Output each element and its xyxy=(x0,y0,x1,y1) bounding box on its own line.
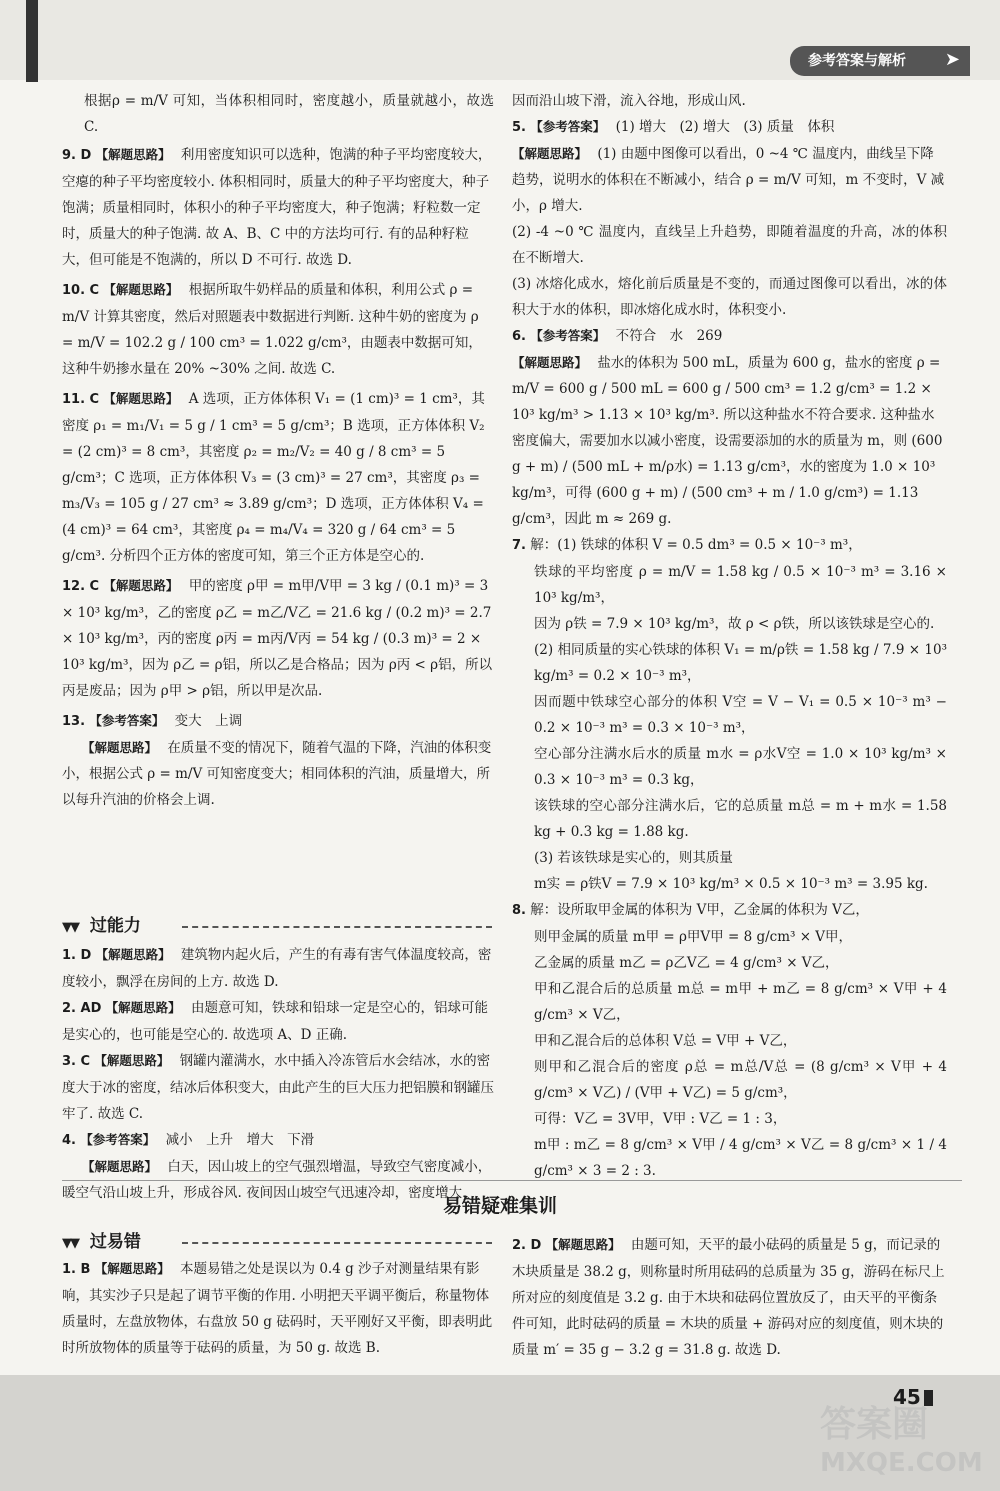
solution-line: 乙金属的质量 m乙 = ρ乙V乙 = 4 g/cm³ × V乙， xyxy=(534,955,839,971)
answer-number: 1. D xyxy=(62,948,92,963)
solution-tag: 【解题思路】 xyxy=(105,1000,181,1015)
solution-tag: 【解题思路】 xyxy=(82,1159,158,1174)
answer-10 xyxy=(62,277,494,382)
section-divider xyxy=(62,1180,962,1181)
answer-8-tail: 根据ρ = m/V 可知，当体积相同时，密度越小，质量就越小，故选 C. xyxy=(84,93,494,135)
solution-tag: 【解题思路】 xyxy=(103,391,179,406)
solution-line: (2) 相同质量的实心铁球的体积 V₁ = m/ρ铁 = 1.58 kg / 7.9 × 10³ kg/m³ = 0.2 × 10⁻³ m³， xyxy=(534,642,947,684)
reference-answer-tag: 【参考答案】 xyxy=(530,328,606,343)
answer-12 xyxy=(62,573,494,704)
header-section-tag xyxy=(790,46,970,76)
section-rule xyxy=(182,926,492,928)
solution-line: 因而题中铁球空心部分的体积 V空 = V − V₁ = 0.5 × 10⁻³ m³ − 0.2 × 10⁻³ m³ = 0.3 × 10⁻³ m³， xyxy=(534,694,947,736)
answer-number: 9. D xyxy=(62,148,92,163)
rocket-icon: ➤ xyxy=(944,49,960,70)
left-column-ability xyxy=(62,942,494,1206)
answer-4-tail: 因而沿山坡下滑，流入谷地，形成山风. xyxy=(512,93,746,109)
right-column xyxy=(512,88,947,1184)
answer-text: 建筑物内起火后，产生的有毒有害气体温度较高，密度较小，飘浮在房间的上方. 故选 D. xyxy=(62,947,492,990)
solution-line: 可得：V乙 = 3V甲，V甲 : V乙 = 1 : 3， xyxy=(534,1111,787,1127)
answer-text: 根据所取牛奶样品的质量和体积，利用公式 ρ = m/V 计算其密度，然后对照题表中数据进行判断. 这种牛奶的密度为 ρ = m/V = 102.2 g / 100 cm³ = 1.022 g/cm³，由题表中数据可知，这种牛奶掺水量在 20% ~30% 之间. 故选 C. xyxy=(62,282,482,377)
answer-text: 盐水的体积为 500 mL，质量为 600 g，盐水的密度 ρ = m/V = 600 g / 500 mL = 600 g / 500 cm³ = 1.2 g/cm³ = 1.2 × 10³ kg/m³ > 1.13 × 10³ kg/m³. 所以这种盐水不符合要求. 这种盐水密度偏大，需要加水以减小密度，设需要添加的水的质量为 m，则 (600 g + m) / (500 mL + m/ρ水) = 1.13 g/cm³，水的密度为 1.0 × 10³ kg/m³，可得 (600 g + m) / (500 cm³ + m / 1.0 g/cm³) = 1.13 g/cm³，因此 m ≈ 269 g. xyxy=(512,355,943,527)
solution-line: 则甲金属的质量 m甲 = ρ甲V甲 = 8 g/cm³ × V甲， xyxy=(534,929,853,945)
solution-line: 因为 ρ铁 = 7.9 × 10³ kg/m³，故 ρ < ρ铁，所以该铁球是空心的. xyxy=(534,616,935,632)
reference-answer: 不符合 水 269 xyxy=(615,328,723,344)
answer-9 xyxy=(62,142,494,273)
left-column xyxy=(62,88,494,813)
reference-answer-tag: 【参考答案】 xyxy=(530,119,606,134)
ability-answer-7 xyxy=(512,532,947,559)
answer-text: (1) 由题中图像可以看出，0 ~4 ℃ 温度内，曲线呈下降趋势，说明水的体积在不断减小，结合 ρ = m/V 可知，m 不变时，V 减小，ρ 增大. xyxy=(512,146,945,214)
ability-answer-1 xyxy=(62,942,494,995)
reference-answer: (1) 增大 (2) 增大 (3) 质量 体积 xyxy=(615,119,835,135)
answer-13 xyxy=(62,708,494,813)
solution-tag: 【解题思路】 xyxy=(95,147,171,162)
mistake-answer-2 xyxy=(512,1232,947,1363)
answer-number: 10. C xyxy=(62,283,100,298)
solution-line: 甲和乙混合后的总体积 V总 = V甲 + V乙， xyxy=(534,1033,797,1049)
solution-line: 则甲和乙混合后的密度 ρ总 = m总/V总 = (8 g/cm³ × V甲 + 4 g/cm³ × V乙) / (V甲 + V乙) = 5 g/cm³， xyxy=(534,1059,947,1101)
answer-5-part-3: (3) 冰熔化成水，熔化前后质量是不变的，而通过图像可以看出，冰的体积大于水的体积，即冰熔化成水时，体积变小. xyxy=(512,276,947,318)
answer-text: 由题意可知，铁球和铅球一定是空心的，铝球可能是实心的，也可能是空心的. 故选项 A、D 正确. xyxy=(62,1000,488,1043)
solution-line: m甲 : m乙 = 8 g/cm³ × V甲 / 4 g/cm³ × V乙 = 8 g/cm³ × 1 / 4 g/cm³ × 3 = 2 : 3. xyxy=(534,1137,947,1179)
solution-tag: 【解题思路】 xyxy=(95,947,171,962)
section-title: 过易错 xyxy=(89,1232,141,1252)
solution-tag: 【解题思路】 xyxy=(94,1053,170,1068)
solution-line: 解：(1) 铁球的体积 V = 0.5 dm³ = 0.5 × 10⁻³ m³， xyxy=(530,537,862,553)
answer-number: 3. C xyxy=(62,1054,91,1069)
solution-tag: 【解题思路】 xyxy=(82,740,158,755)
answer-text: 钢罐内灌满水，水中插入冷冻管后水会结冰，水的密度大于冰的密度，结冰后体积变大，由此产生的巨大压力把铝膜和钢罐压牢了. 故选 C. xyxy=(62,1053,494,1122)
answer-number: 4. xyxy=(62,1133,76,1148)
ability-answer-8 xyxy=(512,897,947,924)
answer-number: 2. AD xyxy=(62,1001,102,1016)
ability-answer-3 xyxy=(62,1048,494,1127)
answer-number: 13. xyxy=(62,714,86,729)
section-heading-mistakes xyxy=(62,1230,492,1254)
solution-line: m实 = ρ铁V = 7.9 × 10³ kg/m³ × 0.5 × 10⁻³ m³ = 3.95 kg. xyxy=(534,876,928,892)
reference-answer: 变大 上调 xyxy=(174,713,243,729)
answer-text: 白天，因山坡上的空气强烈增温，导致空气密度减小，暖空气沿山坡上升，形成谷风. 夜间因山坡空气迅速冷却，密度增大， xyxy=(62,1159,492,1201)
answer-5-part-2: (2) -4 ~0 ℃ 温度内，直线呈上升趋势，即随着温度的升高，冰的体积在不断增大. xyxy=(512,224,947,266)
section-title: 过能力 xyxy=(89,916,141,936)
answer-number: 12. C xyxy=(62,579,100,594)
watermark-logo: 答案圈 xyxy=(820,1404,929,1445)
section-heading-ability xyxy=(62,914,492,938)
solution-tag: 【解题思路】 xyxy=(103,282,179,297)
answer-text: 利用密度知识可以选种，饱满的种子平均密度较大，空瘪的种子平均密度较小. 体积相同时，质量大的种子平均密度大，种子饱满；质量相同时，体积小的种子平均密度大，种子饱满；籽粒数一定时，质量大的种子饱满. 故 A、B、C 中的方法均可行. 有的品种籽粒大，但可能是不饱满的，所以 D 不可行. 故选 D. xyxy=(62,147,492,268)
solution-tag: 【解题思路】 xyxy=(512,355,588,370)
answer-text: 甲的密度 ρ甲 = m甲/V甲 = 3 kg / (0.1 m)³ = 3 × 10³ kg/m³，乙的密度 ρ乙 = m乙/V乙 = 21.6 kg / (0.2 m)³ = 2.7 × 10³ kg/m³，丙的密度 ρ丙 = m丙/V丙 = 54 kg / (0.3 m)³ = 2 × 10³ kg/m³，因为 ρ乙 = ρ铝，所以乙是合格品；因为 ρ丙 < ρ铝，所以丙是废品；因为 ρ甲 > ρ铝，所以甲是次品. xyxy=(62,578,493,699)
reference-answer-tag: 【参考答案】 xyxy=(80,1132,156,1147)
answer-11 xyxy=(62,386,494,569)
solution-line: 该铁球的空心部分注满水后，它的总质量 m总 = m + m水 = 1.58 kg + 0.3 kg = 1.88 kg. xyxy=(534,798,947,840)
ability-answer-2 xyxy=(62,995,494,1048)
answer-text: 由题可知，天平的最小砝码的质量是 5 g，而记录的木块质量是 38.2 g，则称量时所用砝码的总质量为 35 g，游码在标尺上所对应的刻度值是 3.2 g. 由于木块和砝码位置放反了，由天平的平衡条件可知，此时砝码的质量 = 木块的质量 + 游码对应的刻度值，则木块的质量 m′ = 35 g − 3.2 g = 31.8 g. 故选 D. xyxy=(512,1237,945,1358)
answer-number: 5. xyxy=(512,120,526,135)
ability-answer-6 xyxy=(512,323,947,532)
header-tag-label: 参考答案与解析 xyxy=(808,53,906,69)
answer-text: 本题易错之处是误以为 0.4 g 沙子对测量结果有影响，其实沙子只是起了调节平衡的作用. 小明把天平调平衡后，称量物体质量时，左盘放物体，右盘放 50 g 砝码时，天平刚好又平衡，即表明此时所放物体的质量等于砝码的质量，为 50 g. 故选 B. xyxy=(62,1261,493,1356)
ability-answer-5 xyxy=(512,114,947,219)
spine-bar xyxy=(26,0,38,82)
section-mark-icon: ▼▼ xyxy=(62,920,78,935)
answer-number: 1. B xyxy=(62,1262,91,1277)
answer-text: A 选项，正方体体积 V₁ = (1 cm)³ = 1 cm³，其密度 ρ₁ = m₁/V₁ = 5 g / 1 cm³ = 5 g/cm³；B 选项，正方体体积 V₂ = (2 cm)³ = 8 cm³，其密度 ρ₂ = m₂/V₂ = 40 g / 8 cm³ = 5 g/cm³；C 选项，正方体体积 V₃ = (3 cm)³ = 27 cm³，其密度 ρ₃ = m₃/V₃ = 105 g / 27 cm³ ≈ 3.89 g/cm³；D 选项，正方体体积 V₄ = (4 cm)³ = 64 cm³，其密度 ρ₄ = m₄/V₄ = 320 g / 64 cm³ = 5 g/cm³. 分析四个正方体的密度可知，第三个正方体是空心的. xyxy=(62,391,485,564)
solution-line: 甲和乙混合后的总质量 m总 = m甲 + m乙 = 8 g/cm³ × V甲 + 4 g/cm³ × V乙， xyxy=(534,981,947,1023)
solution-tag: 【解题思路】 xyxy=(94,1261,170,1276)
answer-number: 8. xyxy=(512,903,526,918)
reference-answer: 减小 上升 增大 下滑 xyxy=(165,1132,315,1148)
solution-tag: 【解题思路】 xyxy=(512,146,588,161)
mistakes-left xyxy=(62,1256,494,1361)
section-mark-icon: ▼▼ xyxy=(62,1236,78,1251)
answer-text: 在质量不变的情况下，随着气温的下降，汽油的体积变小，根据公式 ρ = m/V 可知密度变大；相同体积的汽油，质量增大，所以每升汽油的价格会上调. xyxy=(62,740,492,808)
page-number-text: 45 xyxy=(893,1385,921,1409)
answer-number: 6. xyxy=(512,329,526,344)
solution-line: (3) 若该铁球是实心的，则其质量 xyxy=(534,850,733,866)
reference-answer-tag: 【参考答案】 xyxy=(89,713,165,728)
answer-number: 2. D xyxy=(512,1238,542,1253)
solution-tag: 【解题思路】 xyxy=(103,578,179,593)
solution-line: 空心部分注满水后水的质量 m水 = ρ水V空 = 1.0 × 10³ kg/m³ × 0.3 × 10⁻³ m³ = 0.3 kg， xyxy=(534,746,947,788)
solution-line: 解：设所取甲金属的体积为 V甲，乙金属的体积为 V乙， xyxy=(530,902,869,918)
solution-tag: 【解题思路】 xyxy=(545,1237,621,1252)
answer-number: 7. xyxy=(512,538,526,553)
answer-number: 11. C xyxy=(62,392,100,407)
watermark-url: MXQE.COM xyxy=(820,1448,983,1478)
solution-line: 铁球的平均密度 ρ = m/V = 1.58 kg / 0.5 × 10⁻³ m³ = 3.16 × 10³ kg/m³， xyxy=(534,564,947,606)
mistakes-right xyxy=(512,1232,947,1363)
mistake-answer-1 xyxy=(62,1256,494,1361)
band-title: 易错疑难集训 xyxy=(442,1195,557,1217)
section-rule xyxy=(182,1242,492,1244)
